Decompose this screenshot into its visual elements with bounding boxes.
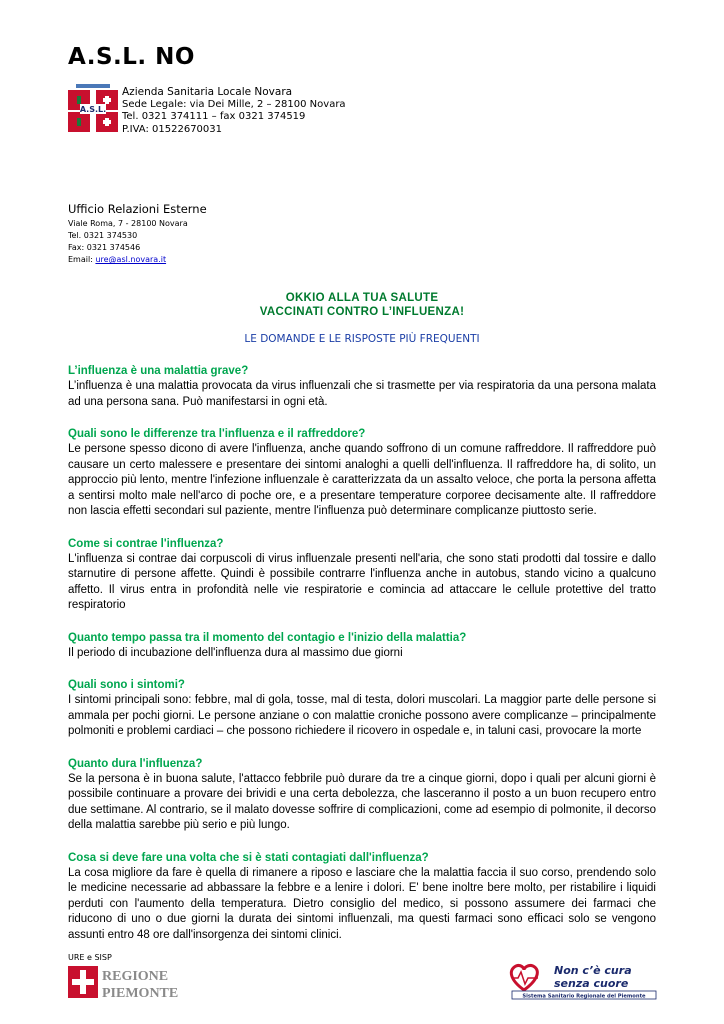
agency-name: Azienda Sanitaria Locale Novara: [122, 86, 293, 98]
logo-text: A.S.L.: [79, 105, 107, 114]
faq-item: [68, 757, 656, 834]
faq-subtitle: LE DOMANDE E LE RISPOSTE PIÙ FREQUENTI: [244, 333, 480, 345]
regione-piemonte-logo: [68, 964, 184, 1000]
office-email-link[interactable]: ure@asl.novara.it: [95, 255, 167, 264]
page-title: A.S.L. NO: [68, 44, 195, 70]
faq-question: Quali sono i sintomi?: [68, 679, 185, 691]
agency-info: [122, 86, 346, 136]
office-email-label: Email:: [68, 255, 96, 264]
faq-answer: La cosa migliore da fare è quella di rimanere a riposo e lasciare che la malattia faccia il suo corso, prendendo solo le medicine necessarie ad abbassare la febbre e a lenire i dolori. E' bene inoltre bere molto, per ristabilire i liquidi perduti con l'aumento della temperatura. Dietro consiglio del medico, si possono assumere dei farmaci che riducono di uno o due giorni la durata dei sintomi influenzali, ma questi farmaci sono efficaci solo se vengono assunti entro 48 ore dall'insorgenza dei sintomi clinici.: [68, 866, 656, 941]
faq-item: [68, 537, 656, 614]
faq-answer: L'influenza si contrae dai corpuscoli di virus influenzale presenti nell'aria, che sono stati prodotti dal tossire e dallo starnutire di persone affette. Quindi è possibile contrarre l'influenza anche in autobus, stando vicino a qualcuno affetto. Il virus entra in profondità nelle vie respiratorie e comincia ad attaccare le cellule protettive del tratto respiratorio: [68, 552, 656, 611]
agency-vat: P.IVA: 01522670031: [122, 123, 222, 135]
faq-answer: L’influenza è una malattia provocata da virus influenzali che si trasmette per via respiratoria da una persona malata ad una persona sana. Può manifestarsi in ogni età.: [68, 380, 656, 408]
office-name: Ufficio Relazioni Esterne: [68, 202, 207, 216]
office-address: Viale Roma, 7 - 28100 Novara: [68, 219, 188, 228]
office-fax: Fax: 0321 374546: [68, 243, 141, 252]
faq-answer: Il periodo di incubazione dell'influenza dura al massimo due giorni: [68, 646, 403, 659]
campaign-line-1: Non c’è cura: [554, 964, 632, 977]
faq-item: [68, 851, 656, 944]
footer-label: URE e SISP: [68, 953, 112, 962]
faq-answer: I sintomi principali sono: febbre, mal di gola, tosse, mal di testa, dolori muscolari. La maggior parte delle persone si ammala per pochi giorni. Le persone anziane o con malattie croniche possono avere complicanze – principalmente polmoniti e problemi cardiaci – che possono richiedere il ricovero in ospedale e, in taluni casi, provocare la morte: [68, 694, 656, 737]
faq-item: [68, 427, 656, 520]
office-tel: Tel. 0321 374530: [68, 231, 138, 240]
faq-question: Cosa si deve fare una volta che si è stati contagiati dall'influenza?: [68, 851, 429, 864]
headline-line-1: OKKIO ALLA TUA SALUTE: [285, 292, 439, 304]
asl-logo: [68, 84, 118, 132]
faq-list: [68, 364, 656, 960]
campaign-line-2: senza cuore: [554, 977, 629, 990]
agency-phone: Tel. 0321 374111 – fax 0321 374519: [122, 111, 306, 122]
faq-question: L’influenza è una malattia grave?: [68, 365, 249, 377]
headline-line-2: VACCINATI CONTRO L’INFLUENZA!: [259, 306, 465, 318]
faq-question: Quali sono le differenze tra l'influenza e il raffreddore?: [68, 428, 366, 440]
regione-line-1: REGIONE: [102, 969, 169, 984]
faq-item: [68, 364, 656, 410]
regione-line-2: PIEMONTE: [102, 986, 179, 1000]
faq-question: Quanto dura l'influenza?: [68, 757, 203, 770]
campaign-logo: [506, 960, 658, 1000]
faq-item: [68, 678, 656, 740]
faq-item: [68, 631, 656, 662]
faq-question: Quanto tempo passa tra il momento del contagio e l'inizio della malattia?: [68, 631, 467, 644]
campaign-banner: Sistema Sanitario Regionale del Piemonte: [522, 993, 646, 1000]
office-info: [68, 218, 188, 266]
agency-address: Sede Legale: via Dei Mille, 2 – 28100 Novara: [122, 98, 346, 110]
faq-question: Come si contrae l'influenza?: [68, 537, 224, 550]
faq-answer: Le persone spesso dicono di avere l'influenza, anche quando soffrono di un comune raffreddore. Il raffreddore può causare un certo malessere e presentare dei sintomi analoghi a quelli dell'influenza. Il raffreddore ha, di solito, un approccio più lento, mentre l'infezione influenzale è caratterizzata da un assalto veloce, che porta la persona affetta a sentirsi molto male nell'arco di poche ore, e a presentare temperature corporee decisamente alte. Il raffreddore non lascia effetti secondari sul paziente, mentre l'influenza può determinare complicanze piuttosto serie.: [68, 443, 656, 517]
faq-answer: Se la persona è in buona salute, l'attacco febbrile può durare da tre a cinque giorni, dopo i quali per alcuni giorni è possibile continuare a provare dei brividi e una certa debolezza, che lasceranno il posto a un buon recupero entro due settimane. Al contrario, se il malato dovesse soffrire di complicazioni, come ad esempio di polmonite, il decorso della malattia sarebbe più serio e più lungo.: [68, 772, 656, 831]
